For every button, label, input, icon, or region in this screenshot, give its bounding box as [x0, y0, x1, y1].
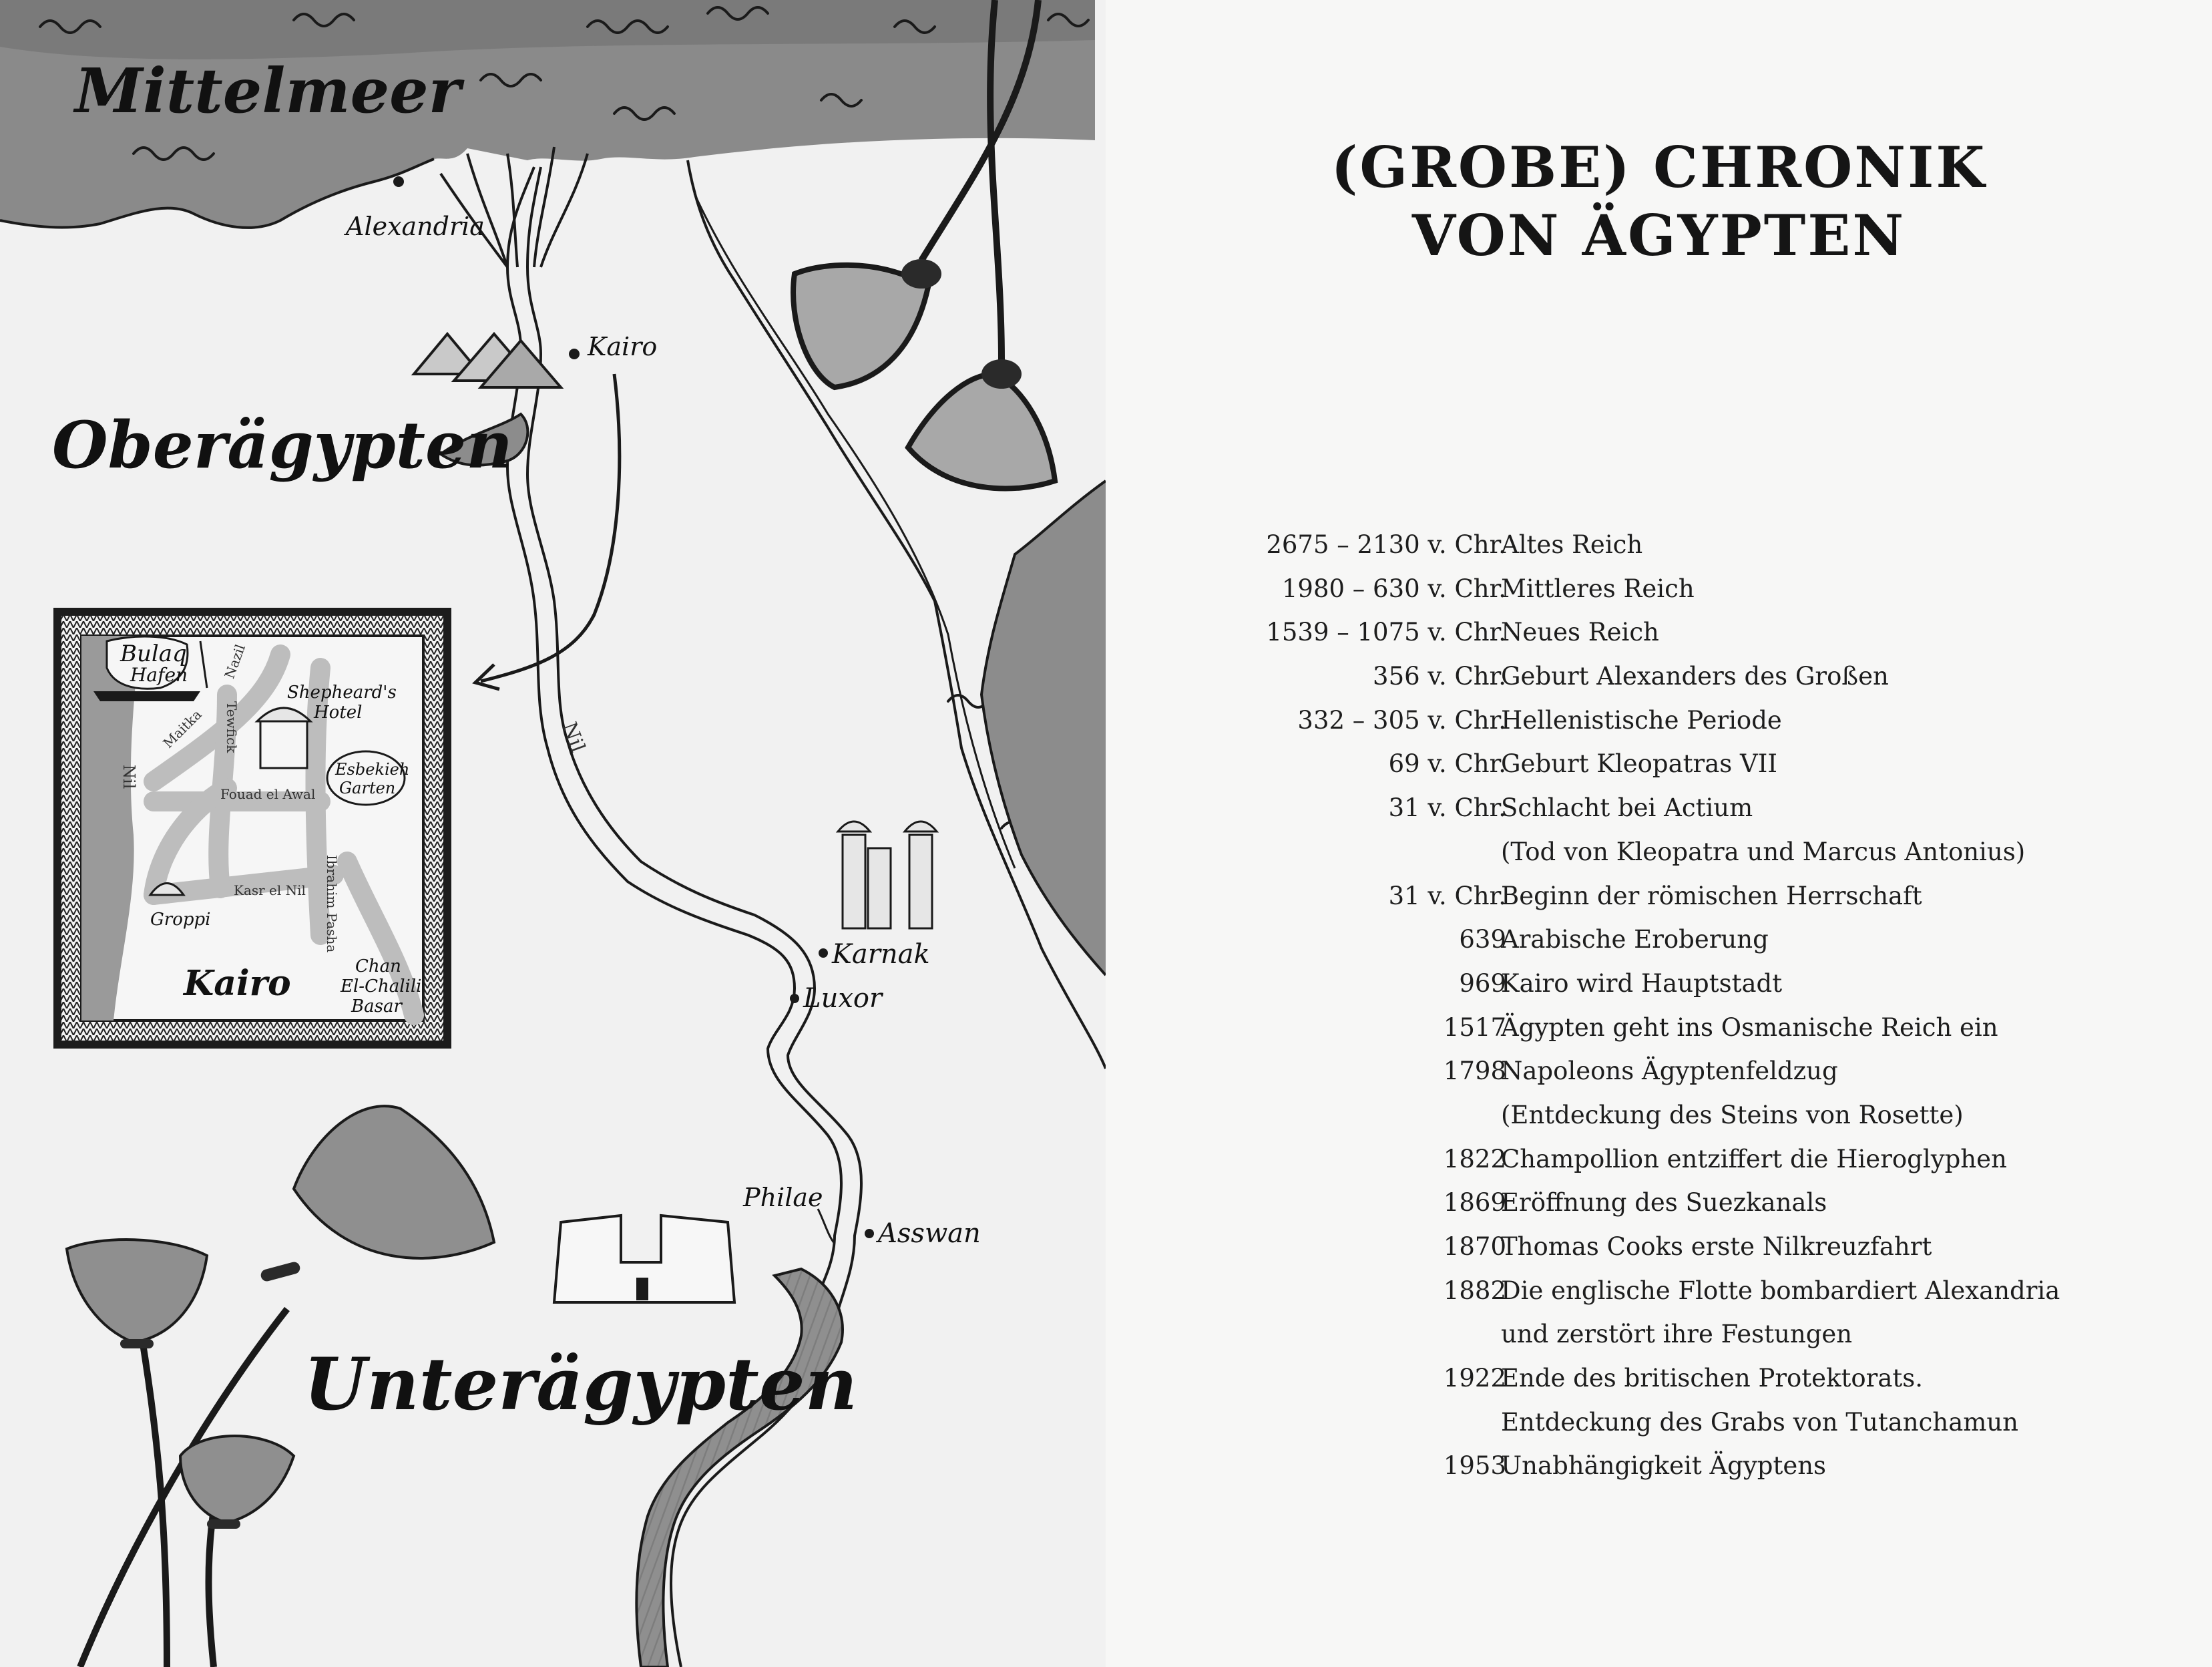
timeline-event: Entdeckung des Grabs von Tutanchamun	[1501, 1407, 2018, 1437]
inset-chan-label-1: Chan	[355, 956, 401, 976]
chronicle-page	[1106, 0, 2212, 1667]
timeline-event: Napoleons Ägyptenfeldzug	[1501, 1057, 1838, 1086]
timeline-list	[1106, 525, 2212, 1490]
timeline-event: Beginn der römischen Herrschaft	[1501, 881, 1922, 910]
timeline-date: 1517	[1443, 1012, 1506, 1042]
unteraegypten-label: Unterägypten	[304, 1342, 858, 1427]
timeline-entry	[1106, 1314, 2212, 1358]
timeline-entry	[1106, 1139, 2212, 1183]
timeline-event: und zerstört ihre Festungen	[1501, 1320, 1853, 1349]
timeline-date: 332 – 305 v. Chr.	[1297, 705, 1506, 735]
timeline-date: 1870	[1443, 1232, 1506, 1261]
timeline-event: (Tod von Kleopatra und Marcus Antonius)	[1501, 837, 2026, 866]
inset-bulaq-label: Bulaq	[120, 640, 187, 667]
inset-nazil-label: Nazil	[221, 642, 249, 681]
inset-fouad-label: Fouad el Awal	[220, 786, 316, 802]
timeline-entry	[1106, 788, 2212, 832]
timeline-event: Geburt Alexanders des Großen	[1501, 662, 1889, 691]
timeline-event: Ende des britischen Protektorats.	[1501, 1364, 1923, 1393]
timeline-event: Ägypten geht ins Osmanische Reich ein	[1501, 1012, 1998, 1042]
red-sea-region	[981, 481, 1106, 975]
mittelmeer-label: Mittelmeer	[75, 55, 461, 127]
timeline-date: 2675 – 2130 v. Chr.	[1266, 530, 1506, 559]
timeline-date: 1869	[1443, 1188, 1506, 1218]
timeline-date: 1822	[1443, 1144, 1506, 1173]
chronicle-title-line-1: (GROBE) CHRONIK	[1331, 134, 1987, 200]
timeline-event: Schlacht bei Actium	[1501, 793, 1753, 823]
nil-river-label: Nil	[557, 719, 590, 756]
timeline-entry	[1106, 612, 2212, 657]
inset-kairo-label: Kairo	[184, 963, 291, 1004]
timeline-event: Thomas Cooks erste Nilkreuzfahrt	[1501, 1232, 1932, 1261]
timeline-date: 69 v. Chr.	[1388, 749, 1506, 779]
philae-label: Philae	[743, 1183, 823, 1212]
timeline-event: Eröffnung des Suezkanals	[1501, 1188, 1827, 1218]
timeline-entry	[1106, 876, 2212, 920]
inset-tewfick-label: Tewfick	[224, 701, 240, 753]
timeline-date: 969	[1459, 968, 1506, 998]
timeline-entry	[1106, 701, 2212, 745]
timeline-event: Arabische Eroberung	[1501, 925, 1769, 954]
timeline-entry	[1106, 1446, 2212, 1490]
timeline-date: 1539 – 1075 v. Chr.	[1266, 618, 1506, 647]
timeline-entry	[1106, 920, 2212, 964]
timeline-event: Altes Reich	[1501, 530, 1643, 559]
inset-nil-label: Nil	[120, 765, 138, 789]
timeline-date: 1882	[1443, 1276, 1506, 1305]
timeline-event: Die englische Flotte bombardiert Alexandria	[1501, 1276, 2060, 1305]
inset-esbekieh-label-2: Garten	[339, 779, 396, 797]
karnak-columns-icon	[838, 821, 937, 928]
inset-shepheards-label-2: Hotel	[314, 703, 363, 723]
timeline-entry	[1106, 1051, 2212, 1095]
timeline-entry	[1106, 964, 2212, 1008]
timeline-event: Champollion entziffert die Hieroglyphen	[1501, 1144, 2007, 1173]
timeline-entry	[1106, 832, 2212, 876]
timeline-entry	[1106, 569, 2212, 613]
inset-shepheards-label-1: Shepheard's	[287, 683, 397, 703]
inset-chan-label-3: Basar	[351, 996, 402, 1016]
timeline-event: Mittleres Reich	[1501, 574, 1695, 603]
timeline-date: 31 v. Chr.	[1388, 793, 1506, 823]
timeline-event: Unabhängigkeit Ägyptens	[1501, 1451, 1827, 1481]
inset-ibrahim-label: Ibrahim Pasha	[324, 855, 340, 953]
timeline-entry	[1106, 1008, 2212, 1052]
chronicle-title-line-2: VON ÄGYPTEN	[1411, 202, 1906, 268]
luxor-label: Luxor	[803, 983, 883, 1014]
inset-hafen-label: Hafen	[130, 664, 188, 686]
inset-esbekieh-label-1: Esbekieh	[335, 760, 410, 779]
lake-nasser	[636, 1269, 843, 1667]
oberaegypten-label: Oberägypten	[52, 407, 513, 483]
timeline-date: 1798	[1443, 1057, 1506, 1086]
timeline-date: 639	[1459, 925, 1506, 954]
inset-groppi-label: Groppi	[150, 910, 211, 930]
timeline-entry	[1106, 1183, 2212, 1227]
philae-temple-icon	[554, 1216, 734, 1302]
timeline-entry	[1106, 525, 2212, 569]
inset-kasr-label: Kasr el Nil	[234, 882, 306, 898]
timeline-entry	[1106, 1227, 2212, 1271]
timeline-entry	[1106, 1095, 2212, 1139]
kairo-inset-map	[53, 608, 451, 1049]
inset-chan-label-2: El-Chalili	[341, 976, 422, 996]
alexandria-label: Alexandria	[346, 212, 485, 241]
asswan-label: Asswan	[878, 1218, 981, 1249]
timeline-event: Hellenistische Periode	[1501, 705, 1782, 735]
timeline-date: 356 v. Chr.	[1373, 662, 1506, 691]
timeline-date: 31 v. Chr.	[1388, 881, 1506, 910]
timeline-event: Geburt Kleopatras VII	[1501, 749, 1777, 779]
karnak-label: Karnak	[832, 939, 930, 970]
timeline-entry	[1106, 1358, 2212, 1403]
timeline-entry	[1106, 1403, 2212, 1447]
timeline-event: Neues Reich	[1501, 618, 1659, 647]
chronicle-title	[1106, 134, 2212, 270]
kairo-label: Kairo	[588, 332, 658, 361]
timeline-date: 1980 – 630 v. Chr.	[1281, 574, 1506, 603]
timeline-entry	[1106, 744, 2212, 788]
boat-icon	[93, 691, 200, 701]
timeline-entry	[1106, 657, 2212, 701]
timeline-event: (Entdeckung des Steins von Rosette)	[1501, 1100, 1964, 1129]
timeline-date: 1953	[1443, 1451, 1506, 1481]
inset-maitka-label: Maitka	[160, 706, 205, 751]
shepheards-hotel-icon	[257, 708, 310, 768]
timeline-entry	[1106, 1271, 2212, 1315]
timeline-event: Kairo wird Hauptstadt	[1501, 968, 1783, 998]
timeline-date: 1922	[1443, 1364, 1506, 1393]
